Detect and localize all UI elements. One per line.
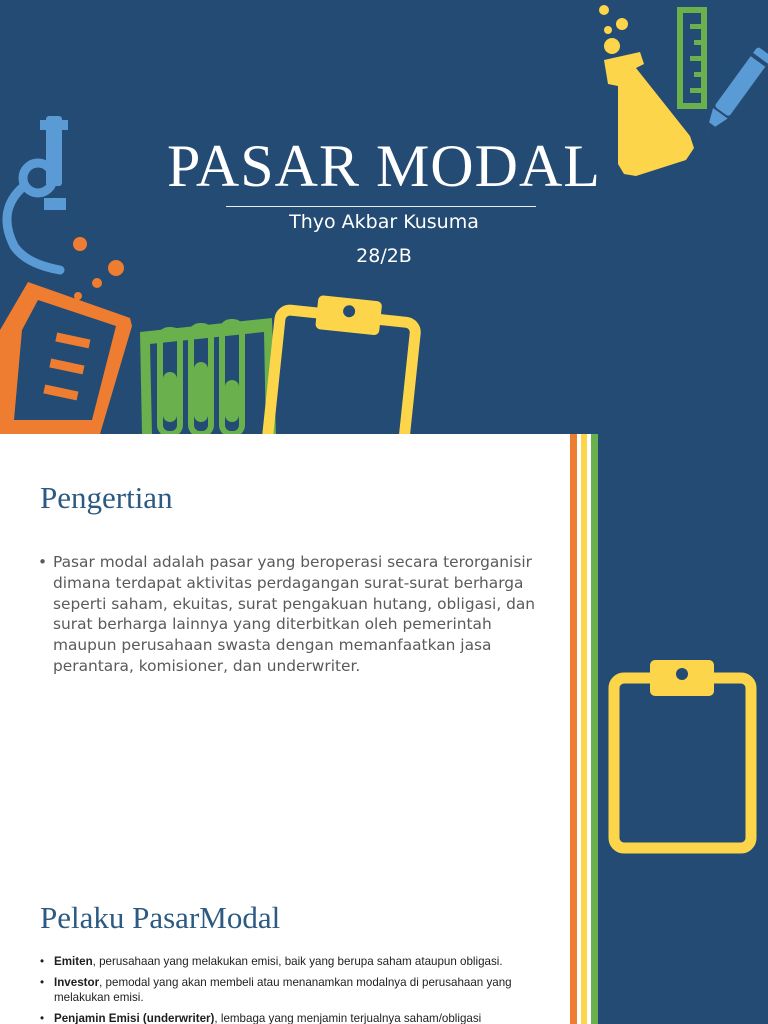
class-code: 28/2B	[356, 245, 412, 267]
item-text: , perusahaan yang melakukan emisi, baik yang berupa saham ataupun obligasi.	[92, 955, 503, 968]
author-name: Thyo Akbar Kusuma	[289, 211, 479, 233]
pelaku-list	[38, 954, 558, 1024]
list-item	[38, 1011, 558, 1024]
item-term: Penjamin Emisi (underwriter)	[54, 1012, 215, 1024]
item-text: , pemodal yang akan membeli atau menanamkan modalnya di perusahaan yang melakukan emisi.	[54, 976, 512, 1004]
clipboard-icon	[598, 434, 768, 1024]
item-text: , lembaga yang menjamin terjualnya saham/obligasi	[214, 1012, 482, 1024]
stripe-orange	[570, 434, 577, 1024]
pencil-icon	[699, 46, 768, 137]
heading-pelaku: Pelaku PasarModal	[40, 900, 281, 935]
list-item	[38, 954, 558, 969]
bubble-icon	[92, 278, 102, 288]
clipboard-icon	[264, 291, 418, 434]
test-tubes-icon	[140, 318, 276, 434]
beaker-icon	[0, 282, 132, 434]
definition-text: Pasar modal adalah pasar yang beroperasi secara terorganisir dimana terdapat aktivitas perdagangan surat-surat berharga seperti saham, ekuitas, surat pengakuan hutang, obligasi, dan surat berharga lainnya yang diterbitkan oleh pemerintah maupun perusahaan swasta dengan memanfaatkan jasa perantara, komisioner, dan underwriter.	[53, 553, 536, 675]
stripe-green	[591, 434, 598, 1024]
list-item	[38, 975, 558, 1005]
content-slide	[0, 434, 768, 1024]
item-term: Emiten	[54, 955, 93, 968]
slide-title: PASAR MODAL	[167, 133, 601, 199]
heading-pengertian: Pengertian	[40, 480, 173, 515]
item-term: Investor	[54, 976, 100, 989]
bullet-mark: •	[38, 553, 48, 571]
definition-paragraph	[38, 552, 553, 677]
title-slide	[0, 0, 768, 434]
title-divider	[226, 206, 536, 207]
ruler-icon	[680, 10, 704, 106]
